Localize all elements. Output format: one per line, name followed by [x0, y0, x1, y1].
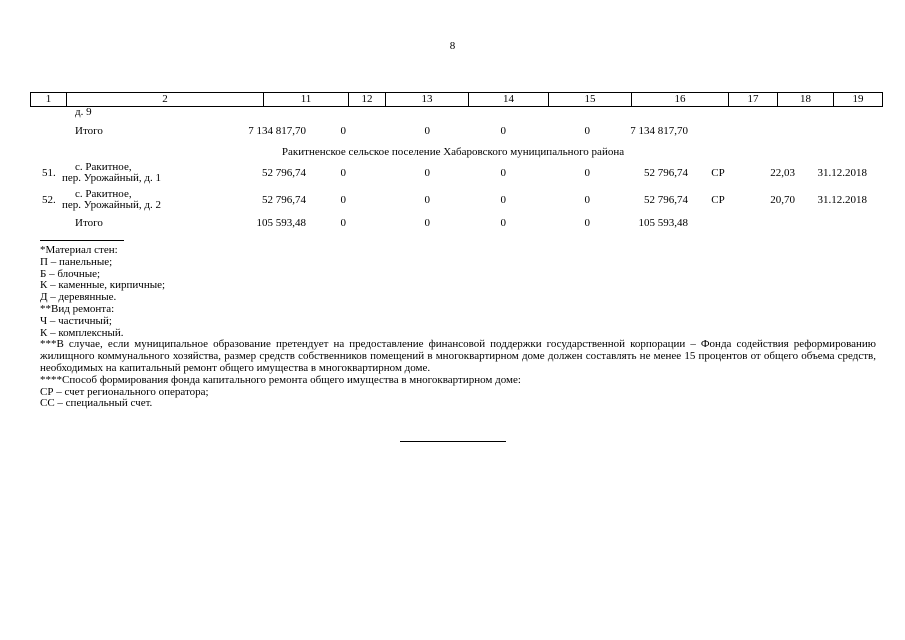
footnote-material-d: Д – деревянные.	[40, 291, 117, 304]
address-line-2: пер. Урожайный, д. 1	[62, 172, 161, 184]
footnote-repair-ch: Ч – частичный;	[40, 314, 112, 327]
cell-col-16: 52 796,74	[644, 167, 688, 179]
cell-col-13: 0	[424, 194, 430, 206]
row-number: 51.	[42, 167, 56, 179]
footnote-fund-support: ***В случае, если муниципальное образование претендует на предоставление финансовой поддержки государственной корпорации – Фонда содействия реформированию жилищного коммунального хозяйства, размер средств собственников помещений в многоквартирном доме должен составлять не менее 15 процентов от общего объема средств, необходимых на капитальный ремонт общего имущества в многоквартирном доме.	[40, 338, 876, 374]
cell-col-13: 0	[424, 125, 430, 137]
cell-col-14: 0	[500, 217, 506, 229]
footnote-material-title: *Материал стен:	[40, 244, 118, 256]
footnote-fund-method-title: ****Способ формирования фонда капитального ремонта общего имущества в многоквартирном доме:	[40, 373, 521, 386]
col-header-16: 16	[632, 93, 729, 107]
cell-col-19: 31.12.2018	[817, 167, 867, 179]
footnotes	[40, 245, 876, 410]
total-label: Итого	[75, 125, 103, 137]
cell-col-19: 31.12.2018	[817, 194, 867, 206]
cell-col-15: 0	[584, 217, 590, 229]
col-header-11: 11	[264, 93, 349, 107]
footnote-fund-ss: СС – специальный счет.	[40, 397, 153, 410]
col-header-1: 1	[31, 93, 67, 107]
address-line-1: с. Ракитное,	[75, 161, 132, 173]
cell-col-14: 0	[500, 194, 506, 206]
cell-col-14: 0	[500, 125, 506, 137]
cell-col-15: 0	[584, 167, 590, 179]
cell-col-16: 105 593,48	[638, 217, 688, 229]
cell-col-11: 52 796,74	[262, 167, 306, 179]
row-number: 52.	[42, 194, 56, 206]
total-label: Итого	[75, 217, 103, 229]
footnote-repair-title: **Вид ремонта:	[40, 302, 115, 315]
cell-col-13: 0	[424, 167, 430, 179]
cell-col-18: 22,03	[770, 167, 795, 179]
col-header-12: 12	[349, 93, 386, 107]
col-header-19: 19	[834, 93, 883, 107]
cell-col-11: 52 796,74	[262, 194, 306, 206]
section-title: Ракитненское сельское поселение Хабаровского муниципального района	[281, 146, 625, 158]
col-header-2: 2	[67, 93, 264, 107]
col-header-15: 15	[549, 93, 632, 107]
cell-col-15: 0	[584, 194, 590, 206]
address-continuation: д. 9	[75, 106, 92, 118]
footnote-material-b: Б – блочные;	[40, 267, 101, 280]
end-divider	[400, 441, 506, 442]
column-number-header	[30, 92, 883, 107]
col-header-13: 13	[386, 93, 469, 107]
address-line-2: пер. Урожайный, д. 2	[62, 199, 161, 211]
cell-col-12: 0	[340, 194, 346, 206]
cell-col-15: 0	[584, 125, 590, 137]
cell-col-11: 105 593,48	[256, 217, 306, 229]
footnote-fund-sr: СР – счет регионального оператора;	[40, 385, 209, 398]
col-header-17: 17	[729, 93, 778, 107]
cell-col-16: 7 134 817,70	[630, 125, 688, 137]
cell-col-12: 0	[340, 217, 346, 229]
cell-col-12: 0	[340, 167, 346, 179]
page-number: 8	[449, 40, 456, 52]
cell-col-16: 52 796,74	[644, 194, 688, 206]
cell-col-17: СР	[711, 167, 725, 179]
col-header-14: 14	[469, 93, 549, 107]
cell-col-12: 0	[340, 125, 346, 137]
footnote-divider	[40, 240, 124, 241]
col-header-18: 18	[778, 93, 834, 107]
cell-col-13: 0	[424, 217, 430, 229]
footnote-repair-k: К – комплексный.	[40, 326, 124, 339]
cell-col-11: 7 134 817,70	[248, 125, 306, 137]
footnote-material-k: К – каменные, кирпичные;	[40, 279, 166, 292]
cell-col-14: 0	[500, 167, 506, 179]
cell-col-18: 20,70	[770, 194, 795, 206]
footnote-material-p: П – панельные;	[40, 255, 113, 268]
cell-col-17: СР	[711, 194, 725, 206]
address-line-1: с. Ракитное,	[75, 188, 132, 200]
